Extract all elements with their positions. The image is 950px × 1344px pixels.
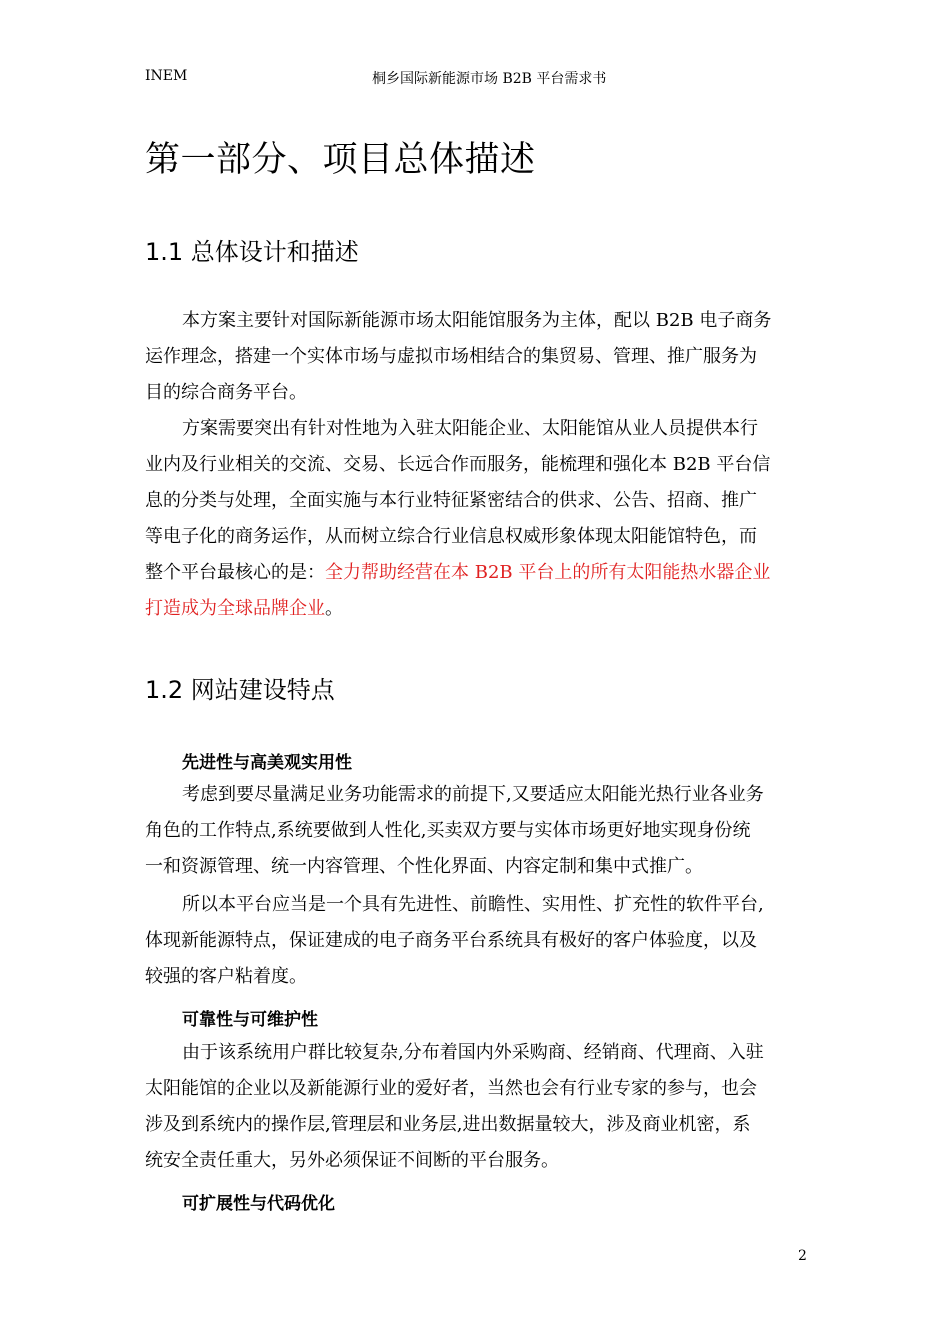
subheading-advanced: 先进性与高美观实用性 (182, 753, 352, 773)
paragraph-reliability (145, 1035, 805, 1179)
text-line: 等电子化的商务运作，从而树立综合行业信息权威形象体现太阳能馆特色，而 (145, 526, 757, 547)
text-line: 考虑到要尽量满足业务功能需求的前提下,又要适应太阳能光热行业各业务 (182, 784, 764, 805)
paragraph-advanced-1 (145, 777, 805, 885)
highlight-text: 全力帮助经营在本 B2B 平台上的所有太阳能热水器企业 (325, 562, 771, 583)
text-line-mixed (145, 591, 805, 627)
section-heading-1-2: 1.2 网站建设特点 (145, 676, 335, 704)
text-line: 由于该系统用户群比较复杂,分布着国内外采购商、经销商、代理商、入驻 (182, 1042, 764, 1063)
text-line: 运作理念，搭建一个实体市场与虚拟市场相结合的集贸易、管理、推广服务为 (145, 346, 757, 367)
text-line: 目的综合商务平台。 (145, 382, 307, 403)
text-line: 所以本平台应当是一个具有先进性、前瞻性、实用性、扩充性的软件平台, (182, 894, 764, 915)
highlight-text: 打造成为全球品牌企业 (145, 598, 325, 619)
header-left-text: INEM (145, 68, 188, 84)
subheading-extensibility: 可扩展性与代码优化 (182, 1194, 335, 1214)
text-prefix: 整个平台最核心的是： (145, 562, 325, 583)
text-line: 角色的工作特点,系统要做到人性化,买卖双方要与实体市场更好地实现身份统 (145, 820, 751, 841)
text-line: 较强的客户粘着度。 (145, 966, 307, 987)
paragraph-advanced-2 (145, 887, 805, 995)
paragraph-intro (145, 303, 805, 411)
header-title: 桐乡国际新能源市场 B2B 平台需求书 (372, 71, 607, 87)
text-line: 涉及到系统内的操作层,管理层和业务层,进出数据量较大，涉及商业机密，系 (145, 1114, 751, 1135)
text-line: 本方案主要针对国际新能源市场太阳能馆服务为主体，配以 B2B 电子商务 (182, 310, 772, 331)
text-line: 方案需要突出有针对性地为入驻太阳能企业、太阳能馆从业人员提供本行 (182, 418, 758, 439)
page-title: 第一部分、项目总体描述 (145, 140, 536, 180)
page-number: 2 (798, 1248, 807, 1264)
text-line: 太阳能馆的企业以及新能源行业的爱好者，当然也会有行业专家的参与，也会 (145, 1078, 757, 1099)
text-line: 业内及行业相关的交流、交易、长远合作而服务，能梳理和强化本 B2B 平台信 (145, 454, 771, 475)
text-line: 一和资源管理、统一内容管理、个性化界面、内容定制和集中式推广。 (145, 856, 703, 877)
paragraph-focus (145, 411, 805, 627)
section-heading-1-1: 1.1 总体设计和描述 (145, 238, 359, 266)
subheading-reliability: 可靠性与可维护性 (182, 1010, 318, 1030)
text-line: 息的分类与处理，全面实施与本行业特征紧密结合的供求、公告、招商、推广 (145, 490, 757, 511)
text-line-mixed (145, 555, 805, 591)
text-suffix: 。 (325, 598, 343, 619)
text-line: 统安全责任重大，另外必须保证不间断的平台服务。 (145, 1150, 559, 1171)
text-line: 体现新能源特点，保证建成的电子商务平台系统具有极好的客户体验度，以及 (145, 930, 757, 951)
